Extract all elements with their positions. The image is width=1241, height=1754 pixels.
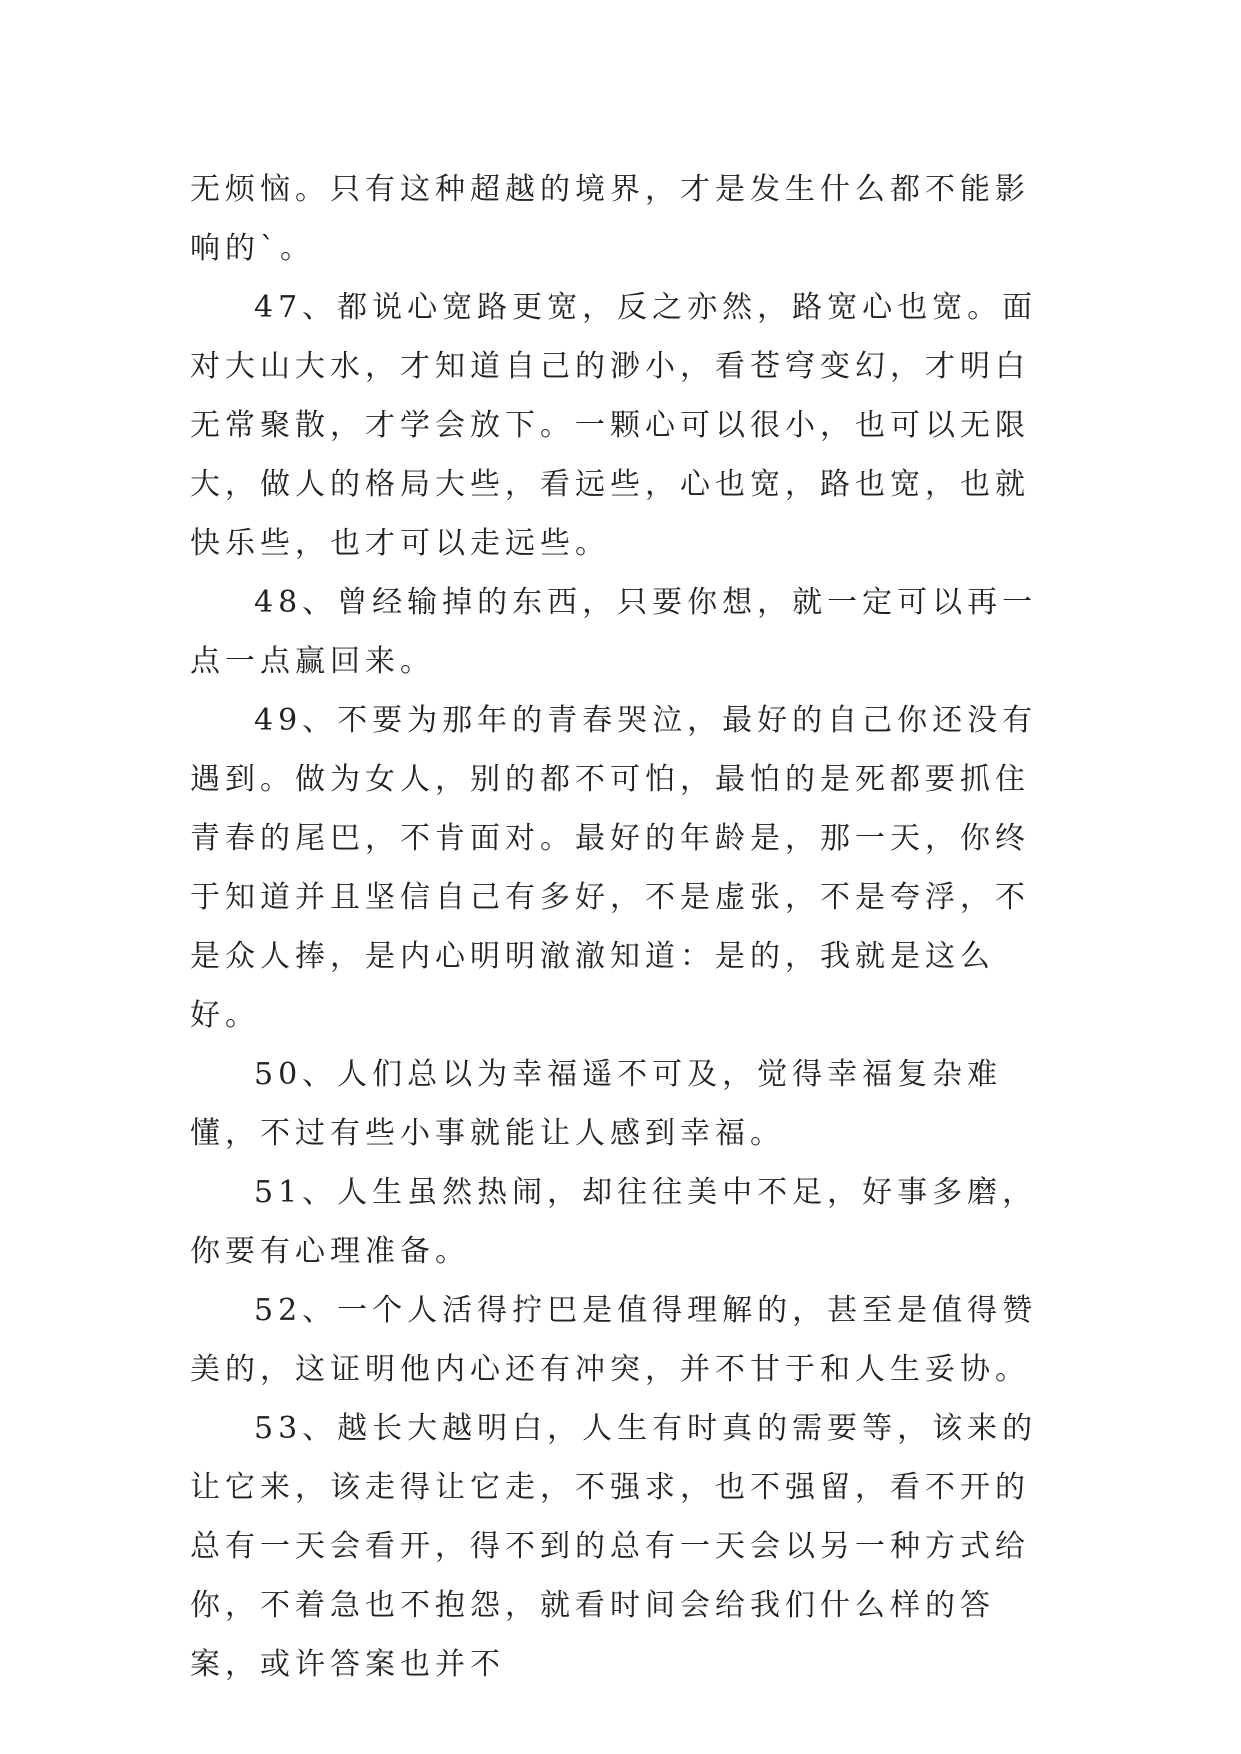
paragraph-50: 50、人们总以为幸福遥不可及，觉得幸福复杂难懂，不过有些小事就能让人感到幸福。	[190, 1057, 1003, 1151]
paragraph-48: 48、曾经输掉的东西，只要你想，就一定可以再一点一点赢回来。	[190, 585, 1038, 679]
paragraph-49: 49、不要为那年的青春哭泣，最好的自己你还没有遇到。做为女人，别的都不可怕，最怕的是死都要抓住青春的尾巴，不肯面对。最好的年龄是，那一天，你终于知道并且坚信自己有多好，不是虚张，不是夸浮，不是众人捧，是内心明明澈澈知道：是的，我就是这么好。	[190, 703, 1038, 1033]
paragraph-47: 47、都说心宽路更宽，反之亦然，路宽心也宽。面对大山大水，才知道自己的渺小，看苍穹变幻，才明白无常聚散，才学会放下。一颗心可以很小，也可以无限大，做人的格局大些，看远些，心也宽，路也宽，也就快乐些，也才可以走远些。	[190, 290, 1038, 561]
paragraph-continuation: 无烦恼。只有这种超越的境界，才是发生什么都不能影响的`。	[190, 172, 1030, 266]
paragraph-52: 52、一个人活得拧巴是值得理解的，甚至是值得赞美的，这证明他内心还有冲突，并不甘于和人生妥协。	[190, 1293, 1038, 1387]
paragraph-51: 51、人生虽然热闹，却往往美中不足，好事多磨，你要有心理准备。	[190, 1175, 1038, 1269]
document-page	[190, 160, 1050, 1694]
paragraph-53: 53、越长大越明白，人生有时真的需要等，该来的让它来，该走得让它走，不强求，也不强留，看不开的总有一天会看开，得不到的总有一天会以另一种方式给你，不着急也不抱怨，就看时间会给我们什么样的答案，或许答案也并不	[190, 1411, 1038, 1682]
